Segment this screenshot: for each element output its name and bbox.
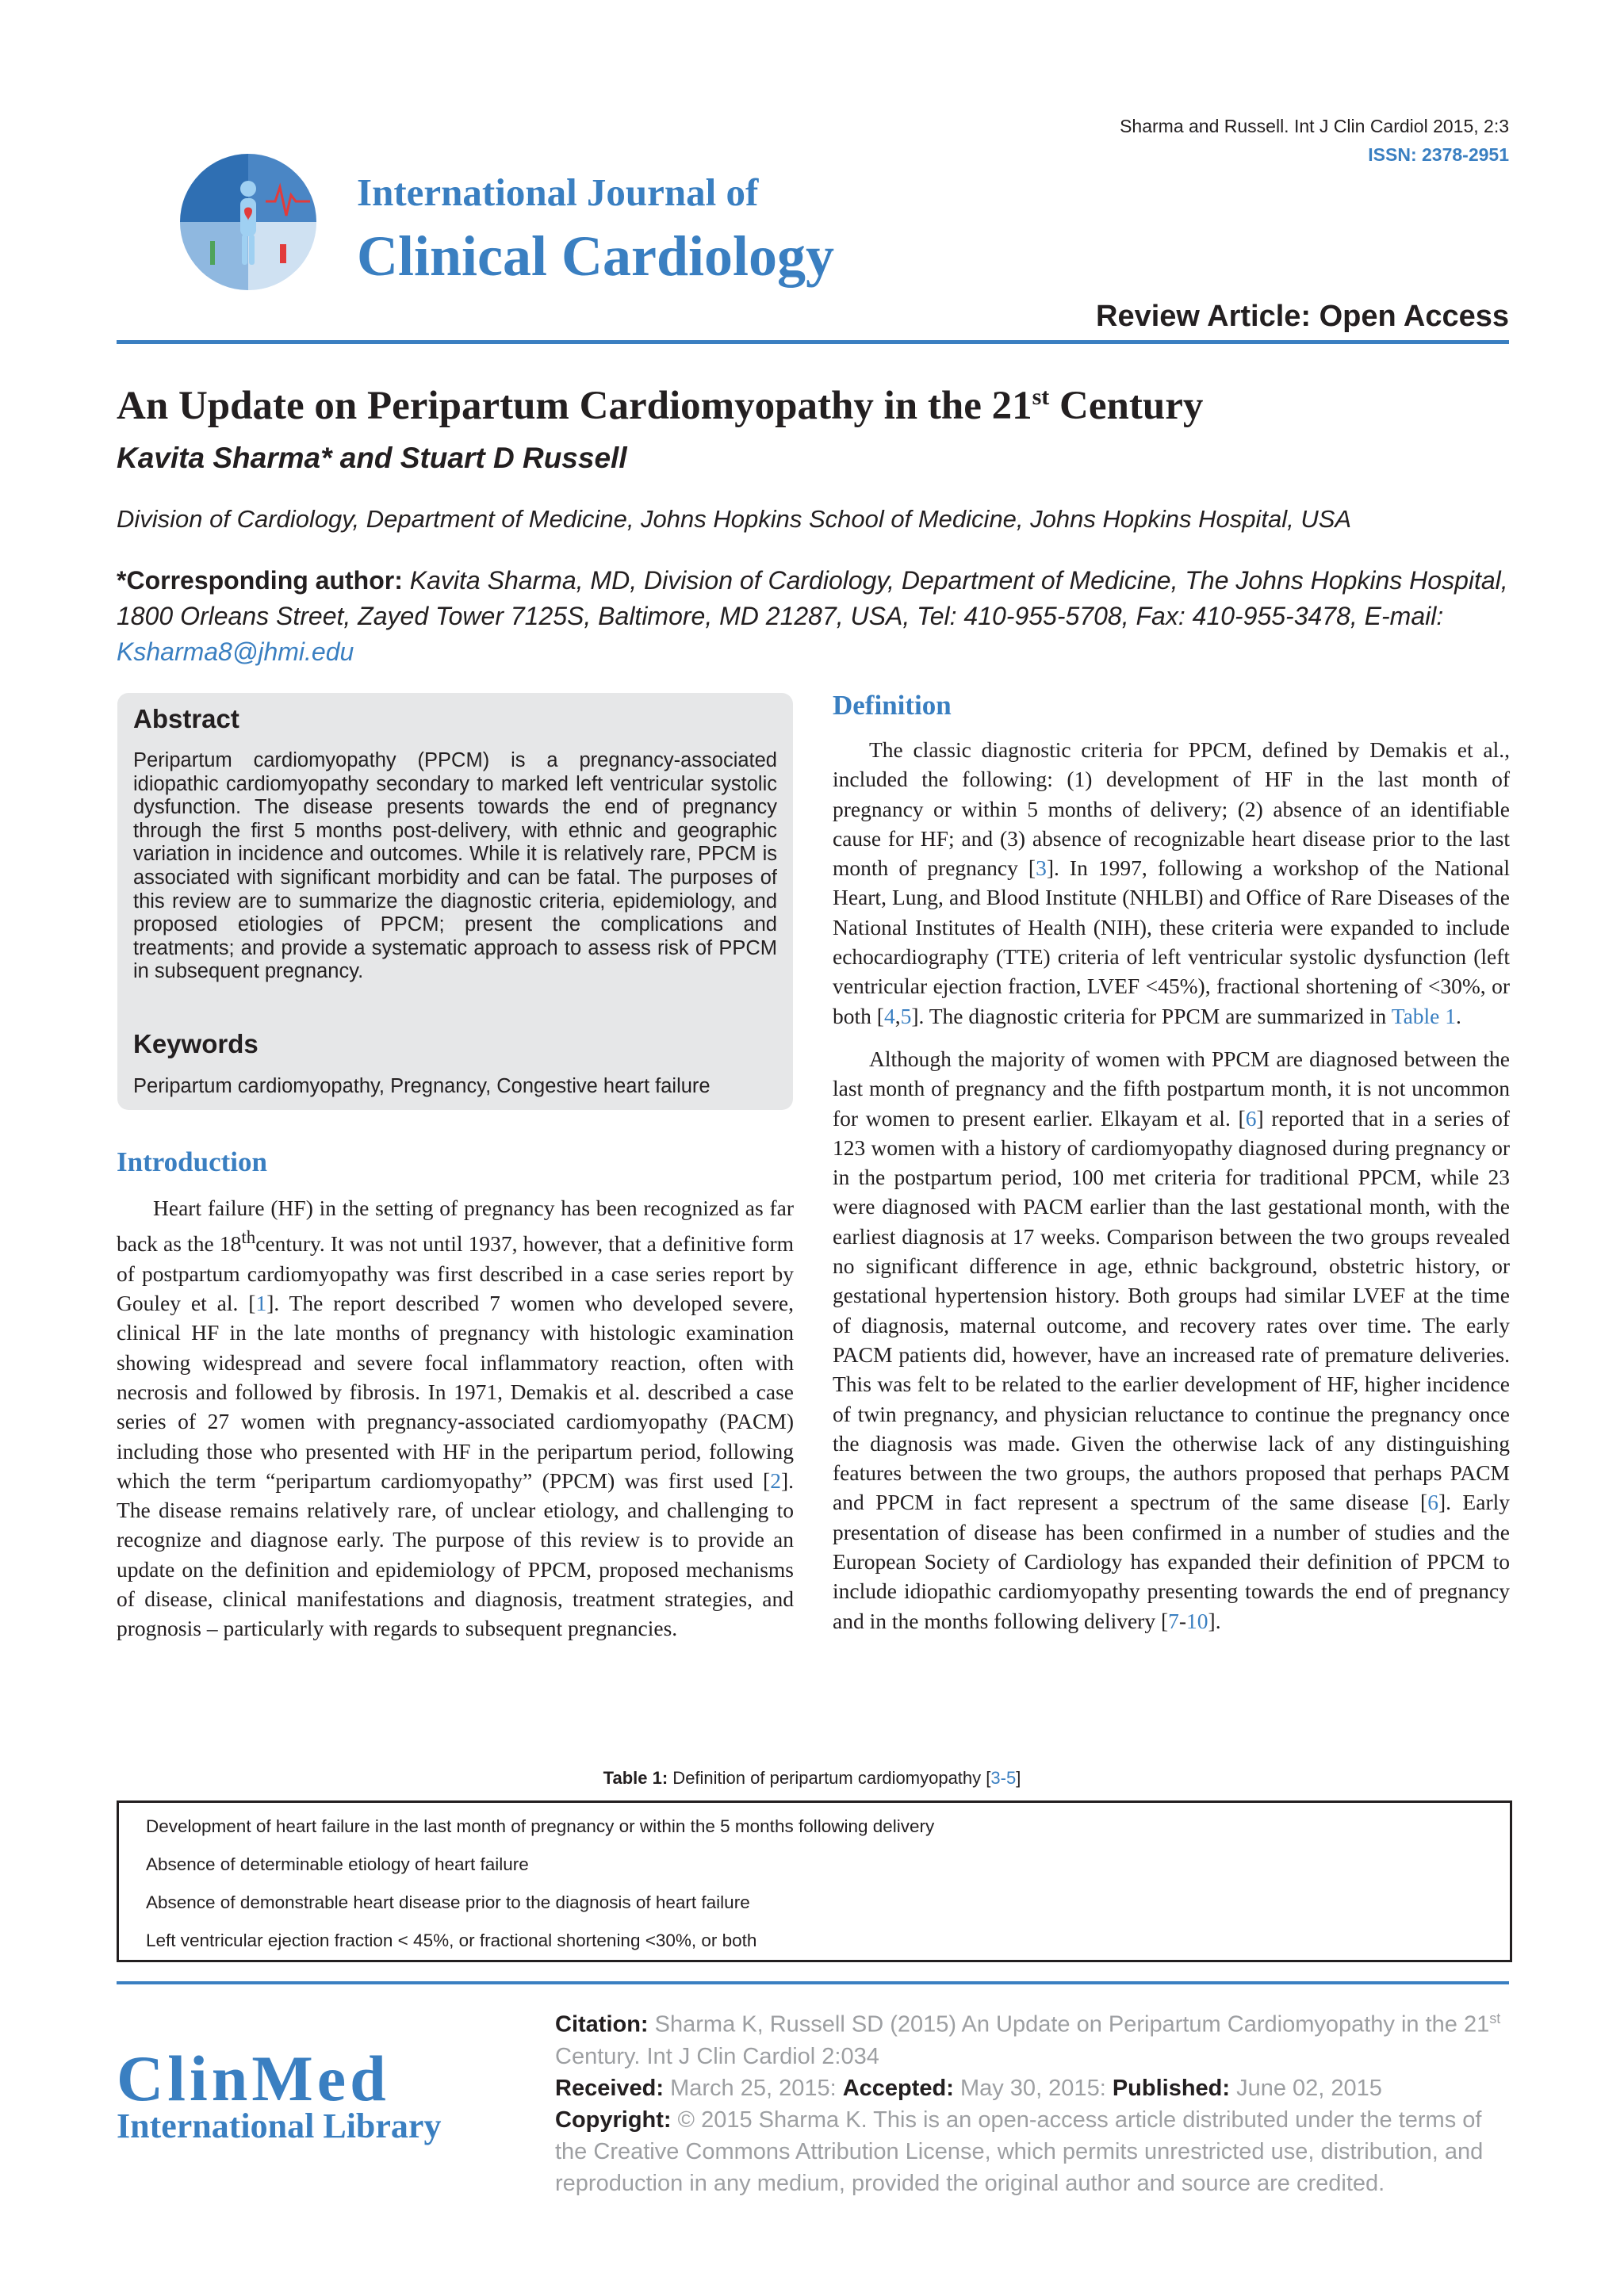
abstract-heading: Abstract xyxy=(133,704,239,733)
email-link[interactable]: Ksharma8@jhmi.edu xyxy=(117,637,354,666)
journal-logo-icon xyxy=(178,152,318,292)
reference-link[interactable]: 7 xyxy=(1168,1608,1179,1633)
table-link[interactable]: Table 1 xyxy=(1391,1003,1456,1028)
clinmed-brand: ClinMed xyxy=(117,2042,390,2114)
definition-text xyxy=(833,735,1510,1636)
keywords-text: Peripartum cardiomyopathy, Pregnancy, Congestive heart failure xyxy=(133,1075,710,1097)
introduction-text xyxy=(117,1193,794,1644)
introduction-paragraph: Heart failure (HF) in the setting of pregnancy has been recognized as far back as the 18thcentury. It was not until 1937, however, that a definitive form of postpartum cardiomyopathy was first described in a case series report by Gouley et al. [1]. The report described 7 women who developed severe, clinical HF in the late months of pregnancy with histologic examination showing widespread and severe focal inflammatory reaction, often with necrosis and followed by fibrosis. In 1971, Demakis et al. described a case series of 27 women with pregnancy-associated cardiomyopathy (PACM) including those who presented with HF in the peripartum period, following which the term “peripartum cardiomyopathy” (PPCM) was first used [2]. The disease remains relatively rare, of unclear etiology, and challenging to recognize and diagnose early. The purpose of this review is to provide an update on the definition and epidemiology of PPCM, proposed mechanisms of disease, clinical manifestations and diagnosis, treatment strategies, and prognosis – particularly with regards to subsequent pregnancies. xyxy=(117,1196,794,1641)
header-rule xyxy=(117,340,1509,344)
reference-link[interactable]: 1 xyxy=(255,1291,267,1316)
introduction-heading: Introduction xyxy=(117,1146,267,1177)
definition-table xyxy=(117,1800,1512,1962)
clinmed-subtitle: International Library xyxy=(117,2107,442,2145)
table-caption: Table 1: Definition of peripartum cardiomyopathy [3-5] xyxy=(603,1768,1021,1788)
copyright: Copyright: © 2015 Sharma K. This is an open-access article distributed under the terms of the Creative Commons Attribution License, which permits unrestricted use, distribution, and reproduction in any medium, provided the original author and source are credited. xyxy=(555,2107,1484,2196)
abstract-text: Peripartum cardiomyopathy (PPCM) is a pregnancy-associated idiopathic cardiomyopathy secondary to marked left ventricular systolic dysfunction. The disease presents towards the end of pregnancy through the first 5 months post-delivery, with ethnic and geographic variation in incidence and outcomes. While it is relatively rare, PPCM is associated with significant morbidity and can be fatal. The purposes of this review are to summarize the diagnostic criteria, epidemiology, and proposed etiologies of PPCM; present the complications and treatments; and provide a systematic approach to assess risk of PPCM in subsequent pregnancy. xyxy=(133,749,777,983)
reference-link[interactable]: 3-5 xyxy=(990,1768,1017,1788)
journal-name-line1: International Journal of xyxy=(357,170,759,214)
definition-paragraph-1: The classic diagnostic criteria for PPCM, defined by Demakis et al., included the following: (1) development of HF in the last month of pregnancy or within 5 months of delivery; (2) absence of an identifiable cause for HF; and (3) absence of recognizable heart disease prior to the last month of pregnancy [3]. In 1997, following a workshop of the National Heart, Lung, and Blood Institute (NHLBI) and Office of Rare Diseases of the National Institutes of Health (NIH), these criteria were expanded to include echocardiography (TTE) criteria of left ventricular systolic dysfunction (left ventricular ejection fraction, LVEF <45%), fractional shortening of <30%, or both [4,5]. The diagnostic criteria for PPCM are summarized in Table 1. xyxy=(833,737,1510,1028)
reference-link[interactable]: 3 xyxy=(1036,855,1047,881)
clinmed-logo xyxy=(117,2042,481,2152)
issn: ISSN: 2378-2951 xyxy=(1368,144,1509,165)
footer-info xyxy=(555,2003,1510,2199)
reference-link[interactable]: 5 xyxy=(900,1003,912,1028)
reference-link[interactable]: 6 xyxy=(1245,1105,1257,1131)
article-title: An Update on Peripartum Cardiomyopathy in the 21st Century xyxy=(117,384,1204,428)
table-row: Absence of demonstrable heart disease prior to the diagnosis of heart failure xyxy=(146,1892,750,1912)
header-citation: Sharma and Russell. Int J Clin Cardiol 2015, 2:3 xyxy=(1120,116,1509,136)
citation: Citation: Sharma K, Russell SD (2015) An Update on Peripartum Cardiomyopathy in the 21st Century. Int J Clin Cardiol 2:034 xyxy=(555,2011,1501,2069)
reference-link[interactable]: 4 xyxy=(883,1003,895,1028)
reference-link[interactable]: 2 xyxy=(770,1468,781,1493)
authors: Kavita Sharma* and Stuart D Russell xyxy=(117,442,627,474)
reference-link[interactable]: 6 xyxy=(1427,1490,1438,1515)
dates: Received: March 25, 2015: Accepted: May 30, 2015: Published: June 02, 2015 xyxy=(555,2075,1382,2101)
table-row: Left ventricular ejection fraction < 45%, or fractional shortening <30%, or both xyxy=(146,1931,757,1950)
footer-rule xyxy=(117,1981,1509,1984)
article-type: Review Article: Open Access xyxy=(1096,300,1509,333)
definition-heading: Definition xyxy=(833,690,952,721)
journal-name-line2: Clinical Cardiology xyxy=(357,224,835,288)
table-row: Absence of determinable etiology of heart failure xyxy=(146,1854,529,1874)
reference-link[interactable]: 10 xyxy=(1186,1608,1208,1633)
table-row: Development of heart failure in the last month of pregnancy or within the 5 months following delivery xyxy=(146,1816,935,1836)
keywords-heading: Keywords xyxy=(133,1029,259,1058)
affiliation: Division of Cardiology, Department of Medicine, Johns Hopkins School of Medicine, Johns Hopkins Hospital, USA xyxy=(117,505,1352,533)
corresponding-author: *Corresponding author: Kavita Sharma, MD, Division of Cardiology, Department of Medicine, The Johns Hopkins Hospital, 1800 Orleans Street, Zayed Tower 7125S, Baltimore, MD 21287, USA, Tel: 410-955-5708, Fax: 410-955-3478, E-mail: Ksharma8@jhmi.edu xyxy=(117,566,1508,666)
definition-paragraph-2: Although the majority of women with PPCM are diagnosed between the last month of pregnancy and the fifth postpartum month, it is not uncommon for women to present earlier. Elkayam et al. [6] reported that in a series of 123 women with a history of cardiomyopathy diagnosed during pregnancy or in the postpartum period, 100 met criteria for traditional PPCM, while 23 were diagnosed with PACM earlier than the last gestational month, with the earliest diagnosis at 17 weeks. Comparison between the two groups revealed no significant difference in age, ethnic background, obstetric history, or gestational hypertension history. Both groups had similar LVEF at the time of diagnosis, maternal outcome, and recovery rates over time. The early PACM patients did, however, have an increased rate of premature deliveries. This was felt to be related to the earlier development of HF, higher incidence of twin pregnancy, and physician reluctance to continue the pregnancy once the diagnosis was made. Given the otherwise lack of any distinguishing features between the two groups, the authors proposed that perhaps PACM and PPCM in fact represent a spectrum of the same disease [6]. Early presentation of disease has been confirmed in a number of studies and the European Society of Cardiology has expanded their definition of PPCM to include idiopathic cardiomyopathy presenting towards the end of pregnancy and in the months following delivery [7-10]. xyxy=(833,1046,1510,1633)
